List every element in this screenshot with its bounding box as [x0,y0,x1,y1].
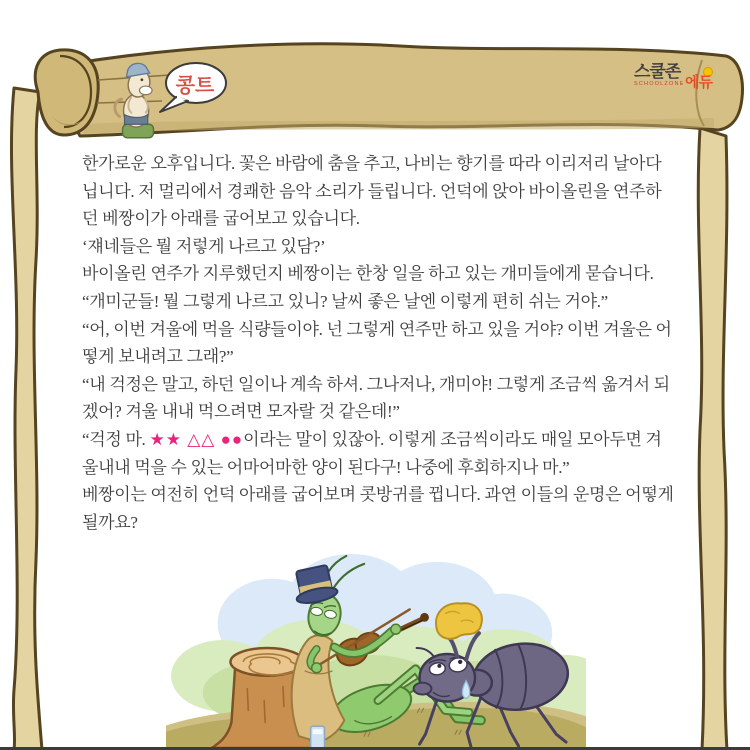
proverb-suffix: 이라는 말이 있잖아. 이렇게 조금씩이라도 매일 모아두면 겨울내내 먹을 수 있는 어마어마한 양이 된다구! 나중에 후회하지나 마.” [82,429,662,477]
scroll-left-strip [11,88,42,750]
story-paragraph: “내 걱정은 말고, 하던 일이나 계속 하셔. 그나저나, 개미야! 그렇게 조금씩 옮겨서 되겠어? 겨울 내내 먹으려면 모자랄 것 같은데!” [82,374,670,422]
proverb-symbols: ★★ △△ ●● [149,429,244,449]
logo-main-text: 스쿨존 [634,62,681,81]
proverb-prefix: “걱정 마. [82,429,150,449]
mascot-snout [139,86,152,95]
story-paragraph: ‘쟤네들은 뭘 저렇게 나르고 있담?’ [82,236,326,256]
logo-sub-text: SCHOOLZONE [634,81,685,87]
story-paragraph: “어, 이번 겨울에 먹을 식량들이야. 넌 그렇게 연주만 하고 있을 거야? 이번 겨울은 어떻게 보내려고 그래?” [82,319,672,367]
brand-logo [634,63,730,90]
story-paragraph: 베짱이는 여전히 언덕 아래를 굽어보며 콧방귀를 뀝니다. 과연 이들의 운명은 어떻게 될까요? [82,485,674,532]
story-paragraph: 한가로운 오후입니다. 꽃은 바람에 춤을 추고, 나비는 향기를 따라 이리저리 날아다닙니다. 저 멀리에서 경쾌한 음악 소리가 들립니다. 언덕에 앉아 바이올린을 연주하던 베짱이가 아래를 굽어보고 있습니다. [82,154,662,229]
story-paragraph-proverb [82,426,676,481]
story-paragraph: “개미군들! 뭘 그렇게 나르고 있니? 날씨 좋은 날엔 이렇게 편히 쉬는 거야.” [82,291,608,311]
story-illustration [166,552,586,750]
water-glass [311,726,325,748]
scroll-left-curl [35,50,98,135]
logo-accent-text: 에듀 [685,74,712,91]
badge-label: 콩트 [175,75,215,97]
cheese [436,603,482,639]
story-text [82,150,676,536]
scroll-right-strip [698,128,727,750]
mascot-eye [141,78,144,81]
story-paragraph: 바이올린 연주가 지루했던지 베짱이는 한창 일을 하고 있는 개미들에게 묻습니다. [82,264,654,284]
mascot-tail [115,99,122,116]
